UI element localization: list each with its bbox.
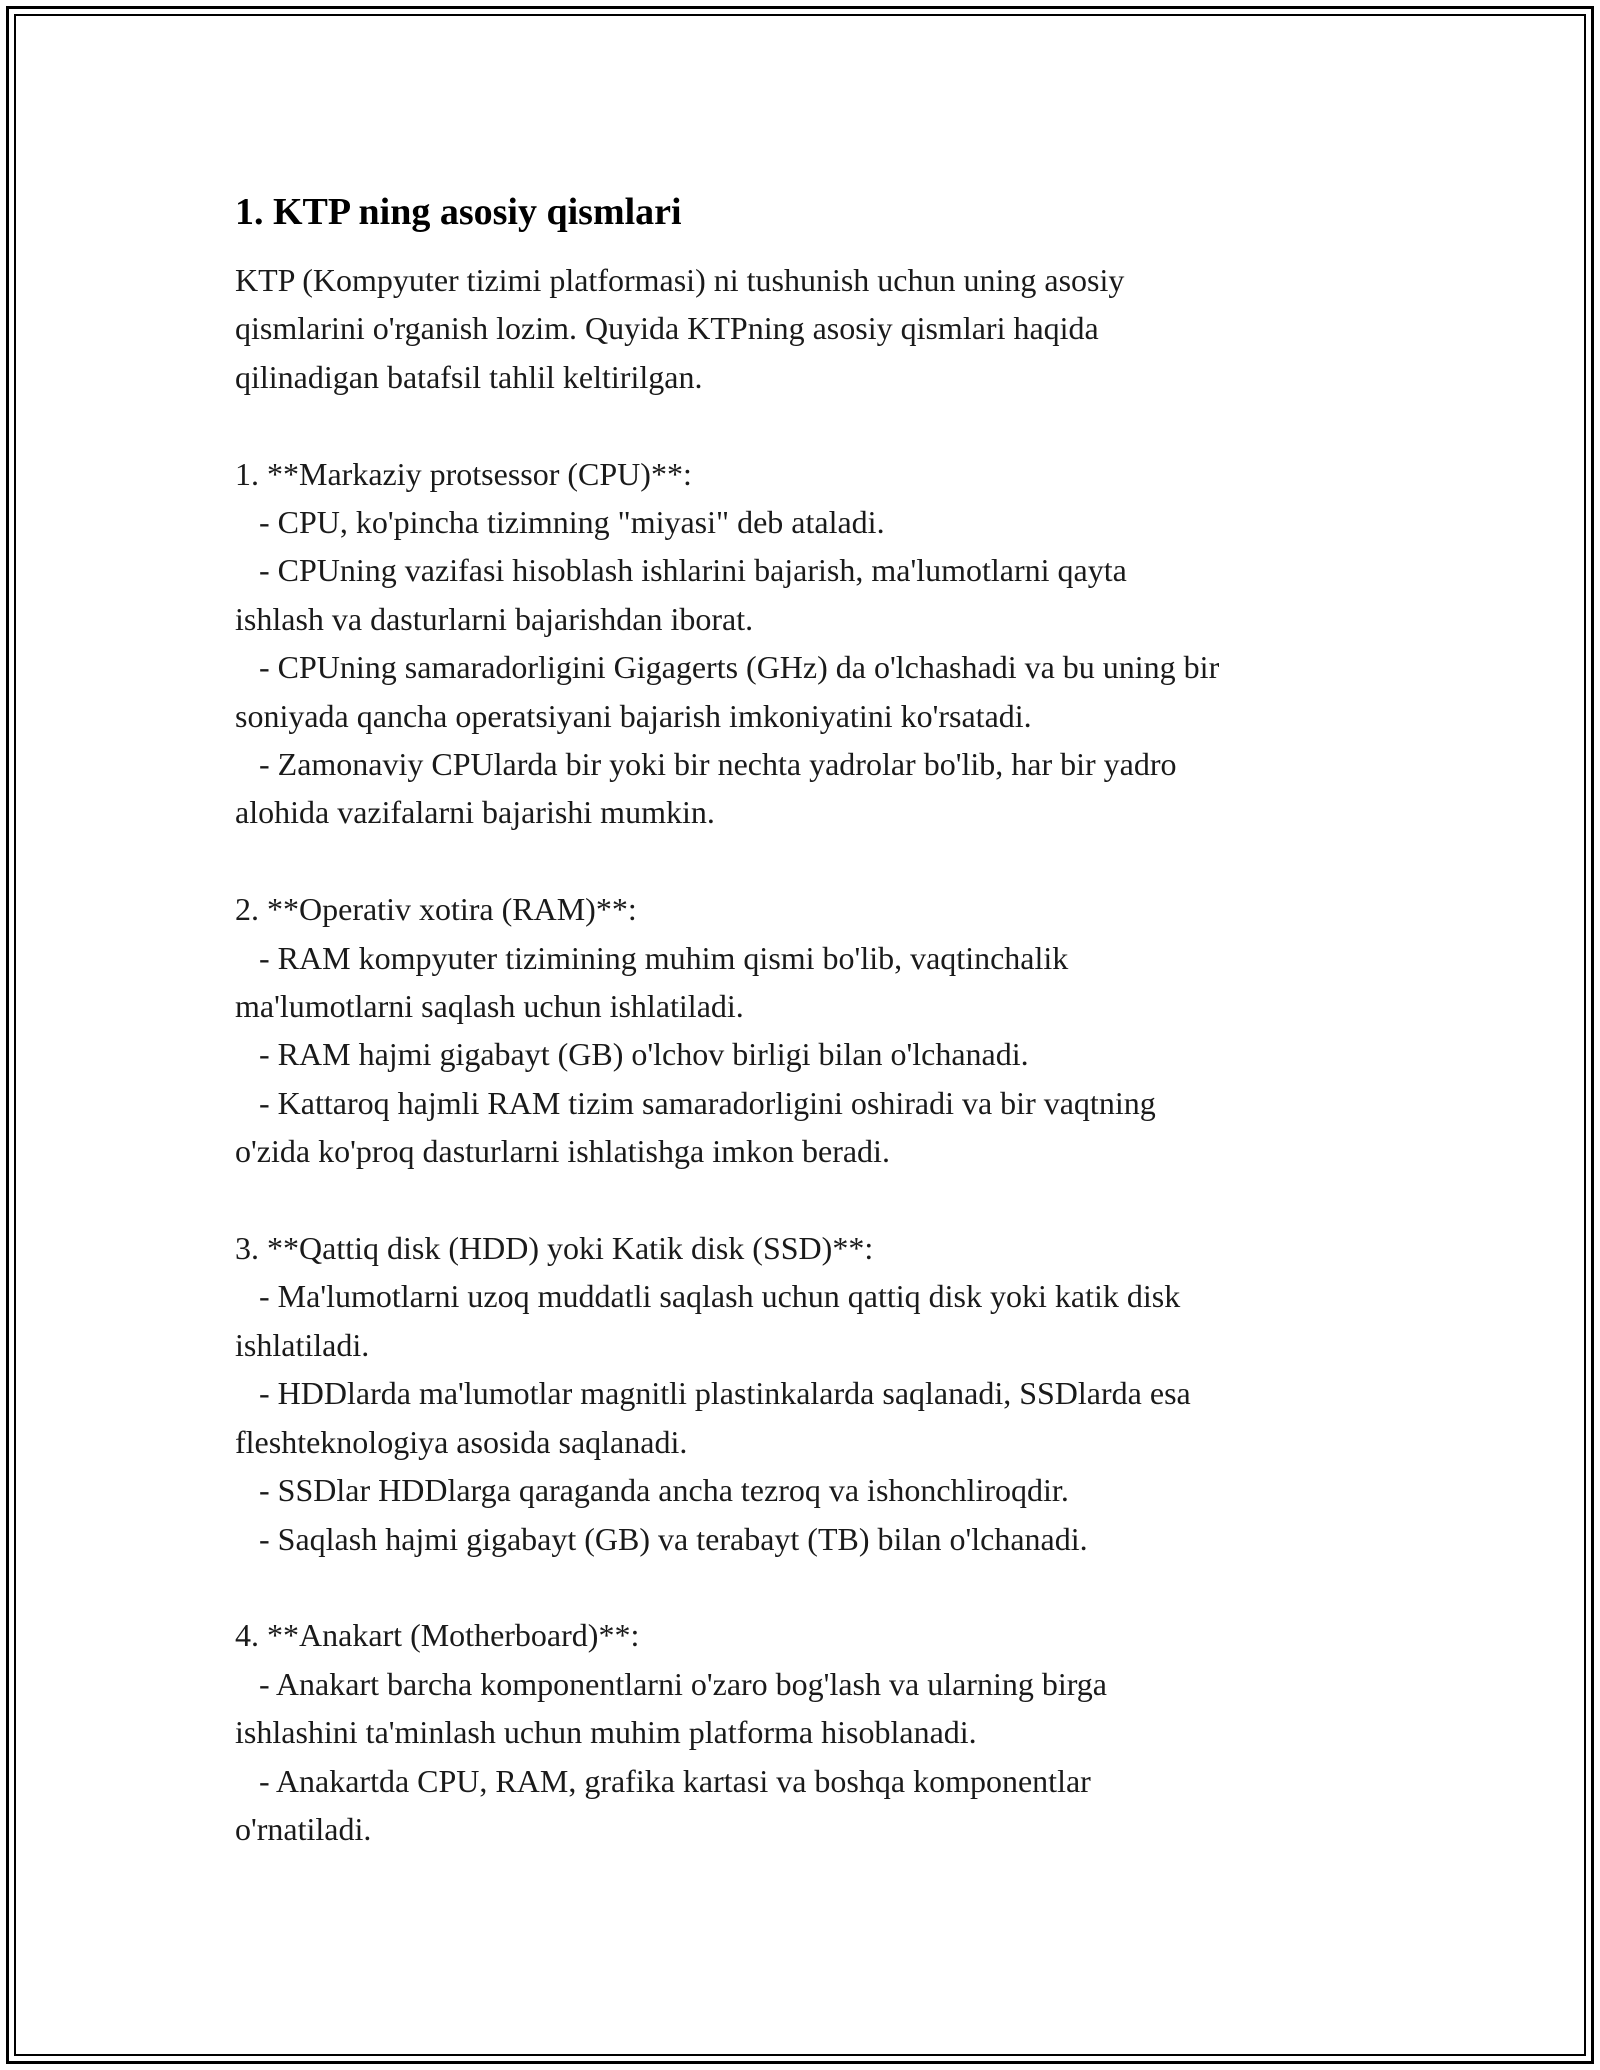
section-heading: 1. **Markaziy protsessor (CPU)**: (235, 455, 692, 492)
section-line: - Anakartda CPU, RAM, grafika kartasi va boshqa komponentlar (235, 1762, 1091, 1799)
blank-line (235, 837, 1415, 885)
section-line: ishlatiladi. (235, 1326, 370, 1363)
section-heading: 4. **Anakart (Motherboard)**: (235, 1617, 640, 1654)
section-line: fleshteknologiya asosida saqlanadi. (235, 1423, 688, 1460)
section-line: - Anakart barcha komponentlarni o'zaro bog'lash va ularning birga (235, 1665, 1107, 1702)
section-ram (235, 885, 1415, 1175)
section-line: - Ma'lumotlarni uzoq muddatli saqlash uchun qattiq disk yoki katik disk (235, 1278, 1181, 1315)
section-heading: 3. **Qattiq disk (HDD) yoki Katik disk (SSD)**: (235, 1230, 874, 1267)
document-title: 1. KTP ning asosiy qismlari (235, 191, 682, 233)
document-body (235, 186, 1415, 1853)
section-storage (235, 1224, 1415, 1563)
section-line: - Kattaroq hajmli RAM tizim samaradorligini oshiradi va bir vaqtning (235, 1084, 1156, 1121)
section-cpu (235, 450, 1415, 837)
section-line: - Zamonaviy CPUlarda bir yoki bir nechta yadrolar bo'lib, har bir yadro (235, 746, 1177, 783)
section-line: alohida vazifalarni bajarishi mumkin. (235, 794, 715, 831)
section-motherboard (235, 1611, 1415, 1853)
section-line: - RAM hajmi gigabayt (GB) o'lchov birligi bilan o'lchanadi. (235, 1036, 1029, 1073)
section-line: ishlashini ta'minlash uchun muhim platforma hisoblanadi. (235, 1714, 977, 1751)
section-line: ishlash va dasturlarni bajarishdan iborat. (235, 600, 754, 637)
section-line: - CPU, ko'pincha tizimning "miyasi" deb ataladi. (235, 504, 885, 541)
section-line: soniyada qancha operatsiyani bajarish imkoniyatini ko'rsatadi. (235, 697, 1032, 734)
section-line: - SSDlar HDDlarga qaraganda ancha tezroq va ishonchliroqdir. (235, 1472, 1069, 1509)
section-line: - HDDlarda ma'lumotlar magnitli plastinkalarda saqlanadi, SSDlarda esa (235, 1375, 1191, 1412)
blank-line (235, 1563, 1415, 1611)
section-line: - CPUning vazifasi hisoblash ishlarini bajarish, ma'lumotlarni qayta (235, 552, 1127, 589)
intro-paragraph (235, 256, 1415, 401)
section-line: - RAM kompyuter tizimining muhim qismi bo'lib, vaqtinchalik (235, 939, 1069, 976)
blank-line (235, 401, 1415, 449)
section-line: ma'lumotlarni saqlash uchun ishlatiladi. (235, 988, 744, 1025)
blank-line (235, 1176, 1415, 1224)
section-line: o'rnatiladi. (235, 1810, 372, 1847)
section-heading: 2. **Operativ xotira (RAM)**: (235, 891, 637, 928)
intro-line: KTP (Kompyuter tizimi platformasi) ni tushunish uchun uning asosiy (235, 262, 1125, 298)
section-line: - Saqlash hajmi gigabayt (GB) va terabayt (TB) bilan o'lchanadi. (235, 1520, 1088, 1557)
section-line: o'zida ko'proq dasturlarni ishlatishga imkon beradi. (235, 1133, 890, 1170)
section-line: - CPUning samaradorligini Gigagerts (GHz) da o'lchashadi va bu uning bir (235, 649, 1220, 686)
intro-line: qismlarini o'rganish lozim. Quyida KTPning asosiy qismlari haqida (235, 310, 1099, 347)
intro-line: qilinadigan batafsil tahlil keltirilgan. (235, 358, 703, 395)
